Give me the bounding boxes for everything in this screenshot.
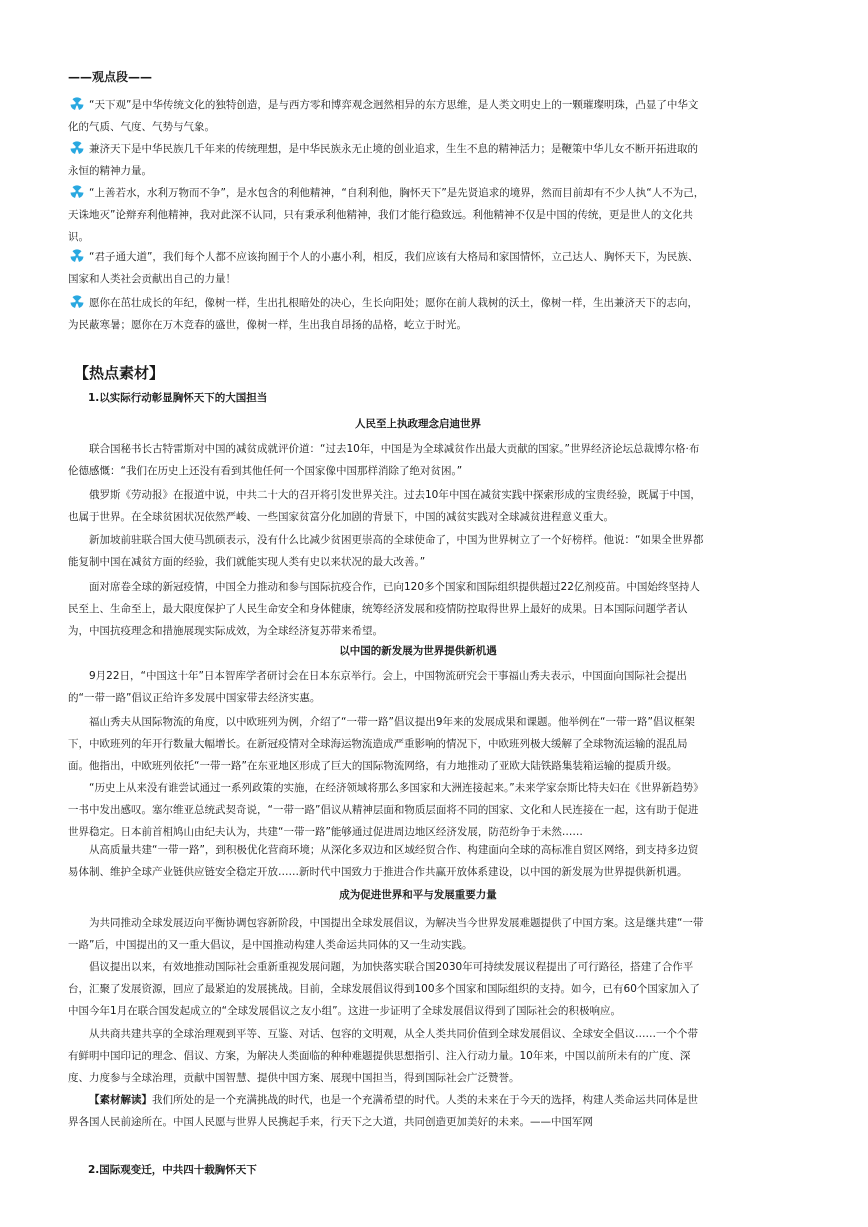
section-b-paragraph-2: 福山秀夫从国际物流的角度，以中欧班列为例，介绍了“一带一路”倡议提出9年来的发展成果和课题。他举例在“一带一路”倡议框架下，中欧班列的年开行数量大幅增长。在新冠疫情对全球海运物流造成严重影响的情况下，中欧班列极大缓解了全球物流运输的混乱局面。他指出，中欧班列依托“一带一路”在东亚地区形成了巨大的国际物流网络，有力地推动了亚欧大陆铁路集装箱运输的提质升级。 — [68, 716, 695, 772]
subsection-2-title: 2.国际观变迁，中共四十载胸怀天下 — [88, 1164, 257, 1176]
section-c-paragraph-2: 倡议提出以来，有效地推动国际社会重新重视发展问题，为加快落实联合国2030年可持续发展议程提出了可行路径，搭建了合作平台，汇聚了发展资源，回应了最紧迫的发展挑战。目前，全球发展倡议得到100多个国家和国际组织的支持。如今，已有60个国家加入了中国今年1月在联合国发起成立的“全球发展倡议之友小组”。这进一步证明了全球发展倡议得到了国际社会的积极响应。 — [68, 961, 700, 1017]
viewpoint-paragraph-3-text: “上善若水，水利万物而不争”，是水包含的利他精神，“自利利他，胸怀天下”是先贤追求的境界，然而目前却有不少人执“人不为己，天诛地灭”论辩弃利他精神，我对此深不认同，只有秉承利他精神，我们才能行稳致远。利他精神不仅是中国的传统，更是世人的文化共识。 — [68, 187, 705, 243]
section-b-paragraph-4: 从高质量共建“一带一路”，到积极优化营商环境；从深化多双边和区域经贸合作、构建面向全球的高标准自贸区网络，到支持多边贸易体制、维护全球产业链供应链安全稳定开放……新时代中国致力于推进合作共赢开放体系建设，以中国的新发展为世界提供新机遇。 — [68, 844, 699, 878]
material-interpretation-label: 【素材解读】 — [89, 1094, 152, 1106]
radiation-symbol-icon — [68, 141, 86, 155]
viewpoint-paragraph-2-text: 兼济天下是中华民族几千年来的传统理想，是中华民族永无止境的创业追求，生生不息的精神活力；是鞭策中华儿女不断开拓进取的永恒的精神力量。 — [68, 143, 698, 177]
viewpoint-heading: ——观点段—— — [68, 70, 153, 84]
viewpoint-paragraph-2 — [68, 138, 708, 182]
section-a-paragraph-2: 俄罗斯《劳动报》在报道中说，中共二十大的召开将引发世界关注。过去10年中国在减贫实践中探索形成的宝贵经验，既属于中国，也属于世界。在全球贫困状况依然严峻、一些国家贫富分化加剧的背景下，中国的减贫实践对全球减贫进程意义重大。 — [68, 489, 701, 523]
viewpoint-paragraph-5 — [68, 292, 708, 336]
section-b-title: 以中国的新发展为世界提供新机遇 — [339, 645, 497, 657]
material-interpretation — [68, 1089, 708, 1133]
section-c-paragraph-3: 从共商共建共享的全球治理观到平等、互鉴、对话、包容的文明观，从全人类共同价值到全球发展倡议、全球安全倡议……一个个带有鲜明中国印记的理念、倡议、方案，为解决人类面临的种种难题提供思想指引、注入行动力量。10年来，中国以前所未有的广度、深度、力度参与全球治理，贡献中国智慧、提供中国方案、展现中国担当，得到国际社会广泛赞誉。 — [68, 1028, 698, 1084]
hot-materials-title: 【热点素材】 — [74, 364, 165, 382]
section-c-paragraph-1: 为共同推动全球发展迈向平衡协调包容新阶段，中国提出全球发展倡议，为解决当今世界发展难题提供了中国方案。这是继共建“一带一路”后，中国提出的又一重大倡议，是中国推动构建人类命运共同体的又一生动实践。 — [68, 917, 704, 951]
section-a-paragraph-4: 面对席卷全球的新冠疫情，中国全力推动和参与国际抗疫合作，已向120多个国家和国际组织提供超过22亿剂疫苗。中国始终坚持人民至上、生命至上，最大限度保护了人民生命安全和身体健康，统筹经济发展和疫情防控取得世界上最好的成果。日本国际问题学者认为，中国抗疫理念和措施展现实际成效，为全球经济复苏带来希望。 — [68, 581, 700, 637]
viewpoint-paragraph-1 — [68, 94, 708, 138]
viewpoint-paragraph-3 — [68, 182, 708, 248]
viewpoint-paragraph-4-text: “君子通大道”，我们每个人都不应该拘囿于个人的小惠小利，相反，我们应该有大格局和家国情怀，立己达人、胸怀天下，为民族、国家和人类社会贡献出自己的力量！ — [68, 251, 699, 285]
radiation-symbol-icon — [68, 295, 86, 309]
section-b-paragraph-1: 9月22日，“中国这十年”日本智库学者研讨会在日本东京举行。会上，中国物流研究会干事福山秀夫表示，中国面向国际社会提出的“一带一路”倡议正给许多发展中国家带去经济实惠。 — [68, 670, 687, 704]
section-a-title: 人民至上执政理念启迪世界 — [355, 418, 481, 430]
section-b-paragraph-3: “历史上从来没有谁尝试通过一系列政策的实施，在经济领域将那么多国家和大洲连接起来。”未来学家奈斯比特夫妇在《世界新趋势》一书中发出感叹。塞尔维亚总统武契奇说，“一带一路”倡议从精神层面和物质层面将不同的国家、文化和人民连接在一起，这有助于促进世界稳定。日本前首相鸠山由纪夫认为，共建“一带一路”能够通过促进周边地区经济发展，防范纷争于未然…… — [68, 782, 704, 838]
material-interpretation-text: 我们所处的是一个充满挑战的时代，也是一个充满希望的时代。人类的未来在于今天的选择，构建人类命运共同体是世界各国人民前途所在。中国人民愿与世界人民携起手来，行天下之大道，共同创造更加美好的未来。——中国军网 — [68, 1094, 698, 1128]
section-a-paragraph-3: 新加坡前驻联合国大使马凯硕表示，没有什么比减少贫困更崇高的全球使命了，中国为世界树立了一个好榜样。他说：“如果全世界都能复制中国在减贫方面的经验，我们就能实现人类有史以来状况的最大改善。” — [68, 534, 704, 568]
section-a-paragraph-1: 联合国秘书长古特雷斯对中国的减贫成就评价道：“过去10年，中国是为全球减贫作出最大贡献的国家。”世界经济论坛总裁博尔格·布伦德感慨：“我们在历史上还没有看到其他任何一个国家像中国那样消除了绝对贫困。” — [68, 443, 700, 477]
section-c-title: 成为促进世界和平与发展重要力量 — [339, 889, 497, 901]
subsection-1-title: 1.以实际行动彰显胸怀天下的大国担当 — [88, 392, 268, 404]
viewpoint-paragraph-5-text: 愿你在茁壮成长的年纪，像树一样，生出扎根暗处的决心，生长向阳处；愿你在前人栽树的沃土，像树一样，生出兼济天下的志向，为民蔽寒暑；愿你在万木竞春的盛世，像树一样，生出我自昂扬的品格，屹立于时光。 — [68, 297, 698, 331]
radiation-symbol-icon — [68, 249, 86, 263]
radiation-symbol-icon — [68, 97, 86, 111]
radiation-symbol-icon — [68, 185, 86, 199]
viewpoint-paragraph-4 — [68, 246, 708, 290]
viewpoint-paragraph-1-text: “天下观”是中华传统文化的独特创造，是与西方零和博弈观念迥然相异的东方思维，是人类文明史上的一颗璀璨明珠，凸显了中华文化的气质、气度、气势与气象。 — [68, 99, 699, 133]
